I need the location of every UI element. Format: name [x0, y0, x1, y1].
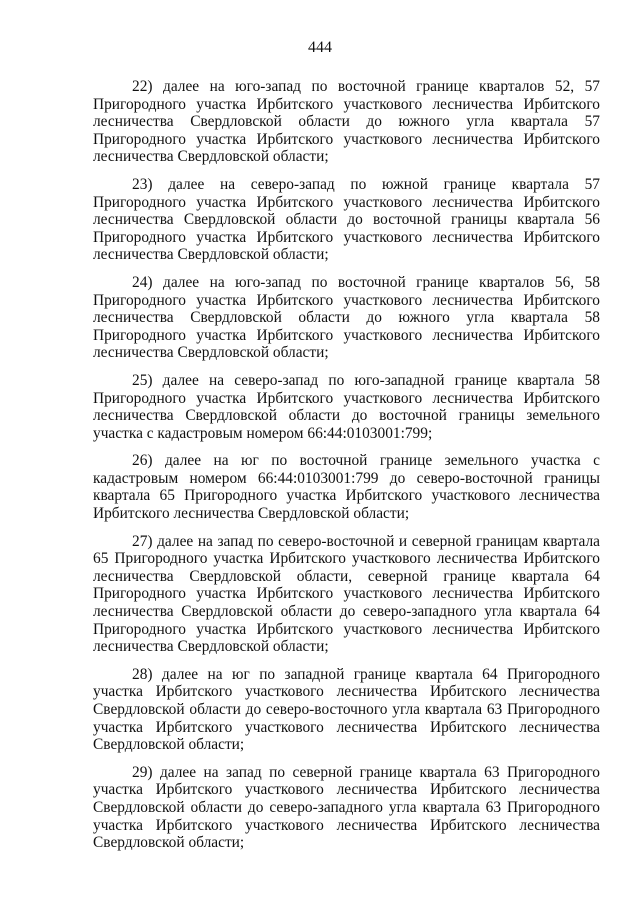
paragraph-25: 25) далее на северо-запад по юго-западной границе квартала 58 Пригородного участка Ирбитского участкового лесничества Ирбитского лесничества Свердловской области до восточной границы земельного участка с кадастровым номером 66:44:0103001:799;	[93, 371, 600, 442]
document-body	[93, 78, 600, 862]
paragraph-26: 26) далее на юг по восточной границе земельного участка с кадастровым номером 66:44:0103001:799 до северо-восточной границы квартала 65 Пригородного участка Ирбитского участкового лесничества Ирбитского лесничества Свердловской области;	[93, 452, 600, 523]
paragraph-28: 28) далее на юг по западной границе квартала 64 Пригородного участка Ирбитского участкового лесничества Ирбитского лесничества Свердловской области до северо-восточного угла квартала 63 Пригородного участка Ирбитского участкового лесничества Ирбитского лесничества Свердловской области;	[93, 665, 600, 754]
paragraph-29: 29) далее на запад по северной границе квартала 63 Пригородного участка Ирбитского участкового лесничества Ирбитского лесничества Свердловской области до северо-западного угла квартала 63 Пригородного участка Ирбитского участкового лесничества Ирбитского лесничества Свердловской области;	[93, 763, 600, 852]
page-number: 444	[308, 39, 332, 56]
paragraph-24: 24) далее на юго-запад по восточной границе кварталов 56, 58 Пригородного участка Ирбитского участкового лесничества Ирбитского лесничества Свердловской области до южного угла квартала 58 Пригородного участка Ирбитского участкового лесничества Ирбитского лесничества Свердловской области;	[93, 273, 600, 362]
paragraph-23: 23) далее на северо-запад по южной границе квартала 57 Пригородного участка Ирбитского участкового лесничества Ирбитского лесничества Свердловской области до восточной границы квартала 56 Пригородного участка Ирбитского участкового лесничества Ирбитского лесничества Свердловской области;	[93, 175, 600, 264]
paragraph-27: 27) далее на запад по северо-восточной и северной границам квартала 65 Пригородного участка Ирбитского участкового лесничества Ирбитского лесничества Свердловской области, северной границе квартала 64 Пригородного участка Ирбитского участкового лесничества Ирбитского лесничества Свердловской области до северо-западного угла квартала 64 Пригородного участка Ирбитского участкового лесничества Ирбитского лесничества Свердловской области;	[93, 532, 600, 656]
paragraph-22: 22) далее на юго-запад по восточной границе кварталов 52, 57 Пригородного участка Ирбитского участкового лесничества Ирбитского лесничества Свердловской области до южного угла квартала 57 Пригородного участка Ирбитского участкового лесничества Ирбитского лесничества Свердловской области;	[93, 78, 600, 166]
